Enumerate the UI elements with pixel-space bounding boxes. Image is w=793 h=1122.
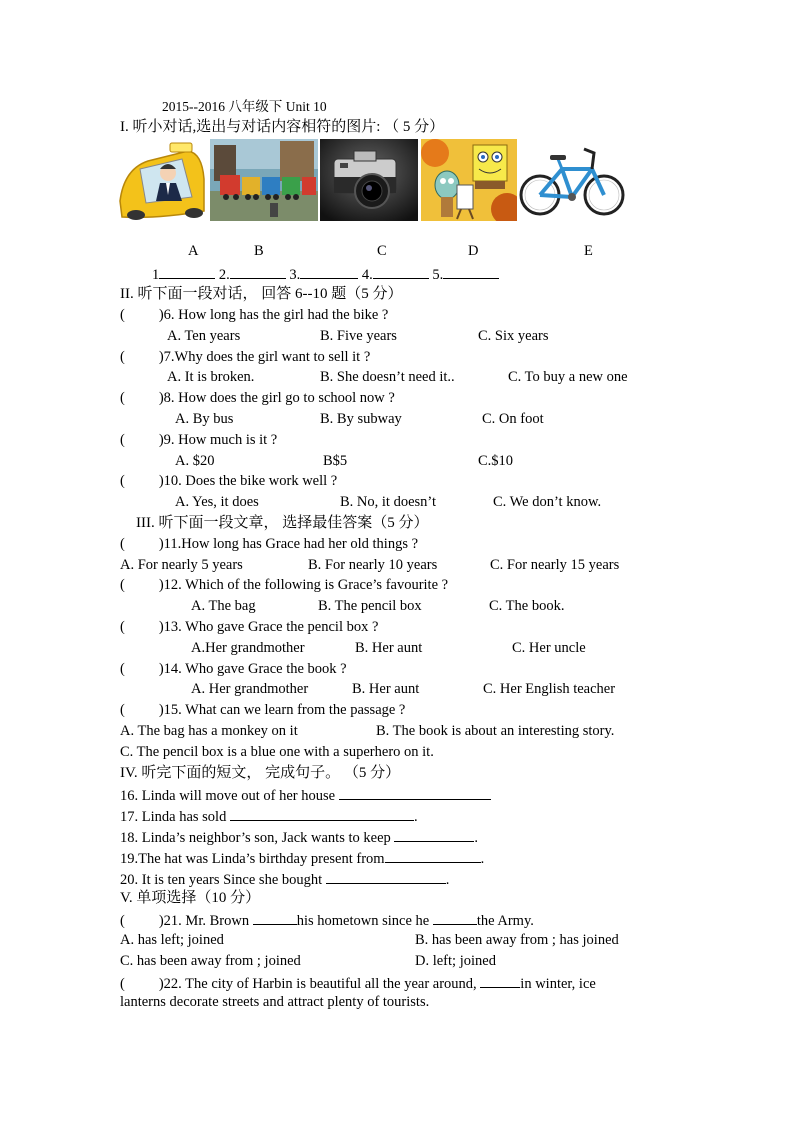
option-12a: A. The bag: [191, 598, 256, 614]
paren: (: [120, 661, 125, 677]
answer-blank-2[interactable]: [230, 264, 286, 279]
option-13a: A.Her grandmother: [191, 640, 305, 656]
answer-blank-5[interactable]: [443, 264, 499, 279]
taxi-driver-picture: [118, 139, 206, 221]
spongebob-cartoon-picture: [421, 139, 517, 221]
option-21d: D. left; joined: [415, 953, 496, 969]
question-9: [120, 431, 277, 449]
picture-a: [118, 139, 206, 221]
sentence-text: 18. Linda’s neighbor’s son, Jack wants to keep: [120, 830, 391, 846]
question-12: [120, 576, 448, 594]
question-13: [120, 618, 378, 636]
bicycle-picture: [518, 139, 626, 221]
paren: (: [120, 390, 125, 406]
fill-blank-20[interactable]: [326, 869, 446, 884]
option-10b: B. No, it doesn’t: [340, 494, 436, 510]
option-21c: C. has been away from ; joined: [120, 953, 301, 969]
paren: (: [120, 577, 125, 593]
question-stem: his hometown since he: [296, 913, 430, 929]
option-21a: A. has left; joined: [120, 932, 224, 948]
question-17: 17. Linda has sold .: [120, 806, 418, 826]
question-8: [120, 389, 395, 407]
option-6c: C. Six years: [478, 328, 549, 344]
question-6: [120, 306, 388, 324]
question-stem: )6. How long has the girl had the bike ?: [158, 307, 389, 323]
paren: (: [120, 702, 125, 718]
answer-blank-3[interactable]: [300, 264, 358, 279]
section-3-heading: III. 听下面一段文章， 选择最佳答案（5 分）: [136, 515, 429, 531]
section-1-heading: I. 听小对话,选出与对话内容相符的图片: （ 5 分）: [120, 119, 445, 135]
question-stem: )11.How long has Grace had her old things ?: [158, 536, 419, 552]
question-stem: )10. Does the bike work well ?: [158, 473, 338, 489]
paren: (: [120, 536, 125, 552]
question-stem: )15. What can we learn from the passage ?: [158, 702, 406, 718]
paren: (: [120, 473, 125, 489]
question-20: 20. It is ten years Since she bought .: [120, 869, 449, 889]
option-15c: C. The pencil box is a blue one with a superhero on it.: [120, 744, 434, 760]
option-6a: A. Ten years: [167, 328, 241, 344]
question-14: [120, 660, 347, 678]
option-12c: C. The book.: [489, 598, 565, 614]
sentence-text: 20. It is ten years Since she bought: [120, 872, 323, 888]
paren: (: [120, 307, 125, 323]
blank-label-5: 5.: [432, 267, 444, 283]
question-stem: )14. Who gave Grace the book ?: [158, 661, 347, 677]
sentence-text: 16. Linda will move out of her house: [120, 788, 336, 804]
option-14a: A. Her grandmother: [191, 681, 309, 697]
question-stem: )12. Which of the following is Grace’s favourite ?: [158, 577, 449, 593]
blank-label-4: 4.: [361, 267, 373, 283]
answer-blank-1[interactable]: [159, 264, 215, 279]
fill-blank-19[interactable]: [385, 848, 481, 863]
question-19: 19.The hat was Linda’s birthday present from .: [120, 848, 484, 868]
option-11c: C. For nearly 15 years: [490, 557, 620, 573]
paren: (: [120, 619, 125, 635]
fill-blank-16[interactable]: [339, 785, 491, 800]
blank-label-3: 3.: [289, 267, 301, 283]
picture-label-d: D: [468, 243, 479, 259]
section-2-heading: II. 听下面一段对话， 回答 6--10 题（5 分）: [120, 286, 403, 302]
option-13b: B. Her aunt: [355, 640, 423, 656]
question-stem: )13. Who gave Grace the pencil box ?: [158, 619, 379, 635]
paren: (: [120, 976, 125, 992]
picture-label-a: A: [188, 243, 199, 259]
picture-e: [518, 139, 626, 221]
fill-blank-21b[interactable]: [433, 910, 477, 925]
option-9c: C.$10: [478, 453, 514, 469]
answer-blanks-row: [152, 264, 499, 284]
option-21b: B. has been away from ; has joined: [415, 932, 619, 948]
option-13c: C. Her uncle: [512, 640, 586, 656]
sentence-text: 19.The hat was Linda’s birthday present from: [120, 851, 385, 867]
option-11a: A. For nearly 5 years: [120, 557, 243, 573]
answer-blank-4[interactable]: [373, 264, 429, 279]
option-12b: B. The pencil box: [318, 598, 422, 614]
blank-label-2: 2.: [218, 267, 230, 283]
fill-blank-17[interactable]: [230, 806, 414, 821]
option-15b: B. The book is about an interesting story.: [376, 723, 615, 739]
blank-label-1: 1: [152, 267, 160, 283]
question-stem: )7.Why does the girl want to sell it ?: [158, 349, 371, 365]
fill-blank-18[interactable]: [394, 827, 474, 842]
option-6b: B. Five years: [320, 328, 397, 344]
question-21: [120, 910, 534, 930]
section-5-heading: V. 单项选择（10 分）: [120, 890, 261, 906]
picture-label-c: C: [377, 243, 387, 259]
option-9a: A. $20: [175, 453, 215, 469]
picture-c: [320, 139, 418, 221]
option-10a: A. Yes, it does: [175, 494, 259, 510]
paren: (: [120, 432, 125, 448]
option-8b: B. By subway: [320, 411, 402, 427]
question-15: [120, 701, 405, 719]
question-7: [120, 348, 370, 366]
option-7b: B. She doesn’t need it..: [320, 369, 455, 385]
picture-b: [210, 139, 318, 221]
picture-d: [421, 139, 517, 221]
option-14c: C. Her English teacher: [483, 681, 616, 697]
train-ride-picture: [210, 139, 318, 221]
question-18: 18. Linda’s neighbor’s son, Jack wants to keep .: [120, 827, 478, 847]
option-8a: A. By bus: [175, 411, 234, 427]
option-11b: B. For nearly 10 years: [308, 557, 438, 573]
question-stem: )8. How does the girl go to school now ?: [158, 390, 395, 406]
fill-blank-22[interactable]: [480, 973, 520, 988]
question-10: [120, 472, 337, 490]
section-4-heading: IV. 听完下面的短文， 完成句子。 （5 分）: [120, 765, 401, 781]
fill-blank-21a[interactable]: [253, 910, 297, 925]
paren: (: [120, 913, 125, 929]
question-stem: )21. Mr. Brown: [158, 913, 250, 929]
option-7c: C. To buy a new one: [508, 369, 628, 385]
question-stem: )9. How much is it ?: [158, 432, 278, 448]
picture-label-e: E: [584, 243, 593, 259]
option-15a: A. The bag has a monkey on it: [120, 723, 298, 739]
question-stem: the Army.: [476, 913, 534, 929]
paren: (: [120, 349, 125, 365]
question-stem: )22. The city of Harbin is beautiful all the year around,: [158, 976, 477, 992]
question-22: [120, 973, 676, 993]
picture-label-b: B: [254, 243, 264, 259]
page-title: 2015--2016 八年级下 Unit 10: [162, 99, 327, 114]
sentence-text: 17. Linda has sold: [120, 809, 227, 825]
option-8c: C. On foot: [482, 411, 544, 427]
option-7a: A. It is broken.: [167, 369, 255, 385]
option-10c: C. We don’t know.: [493, 494, 602, 510]
question-stem: in winter, ice: [520, 976, 596, 992]
question-11: [120, 535, 418, 553]
camera-picture: [320, 139, 418, 221]
option-14b: B. Her aunt: [352, 681, 420, 697]
question-22-line-2: lanterns decorate streets and attract plenty of tourists.: [120, 994, 430, 1010]
option-9b: B$5: [323, 453, 348, 469]
question-16: [120, 785, 491, 805]
